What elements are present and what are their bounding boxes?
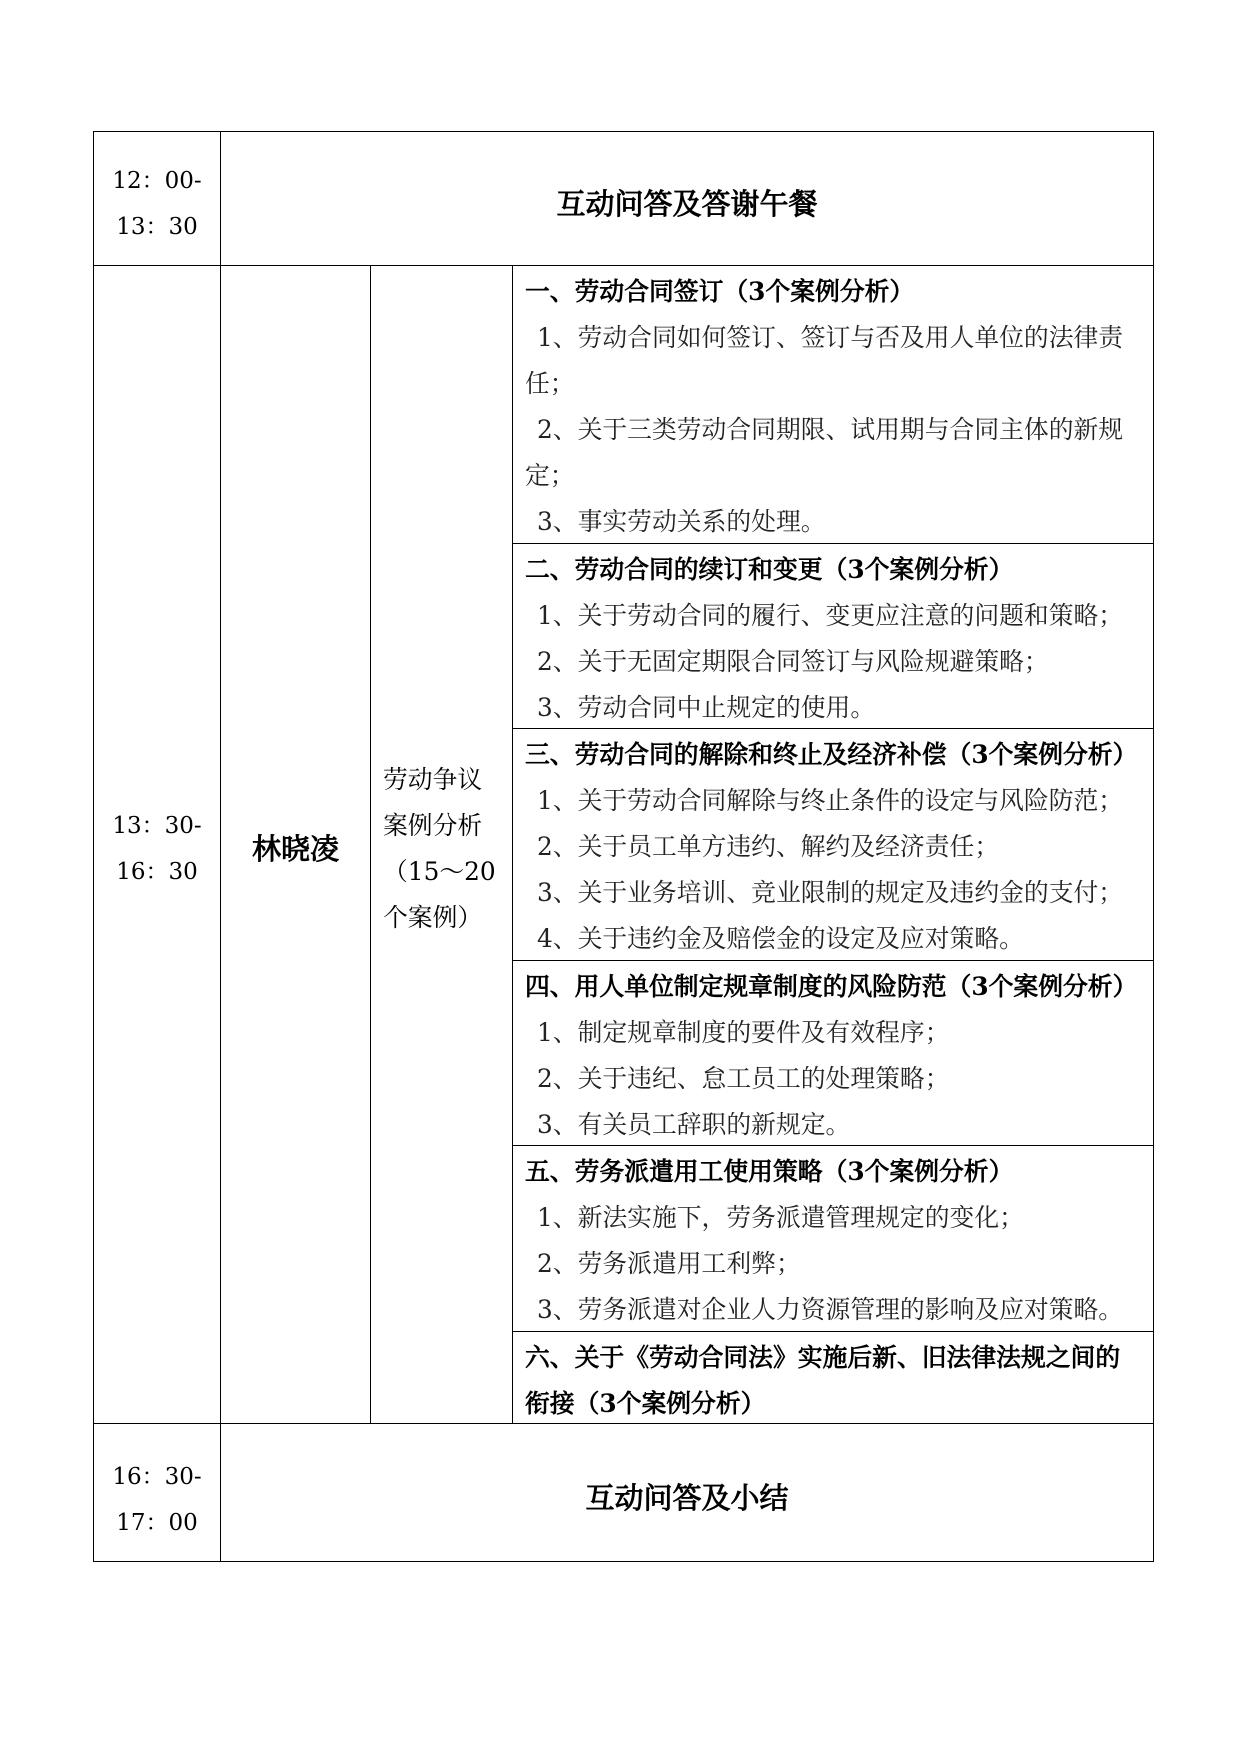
section-heading: 二、劳动合同的续订和变更（3个案例分析） [525, 555, 1014, 584]
section-cell-3 [513, 729, 1154, 961]
section-item: 1、新法实施下，劳务派遣管理规定的变化； [537, 1203, 1024, 1232]
section-item: 2、关于员工单方违约、解约及经济责任； [537, 832, 1000, 861]
topic-line: （15～20 [383, 857, 496, 886]
section-item: 3、关于业务培训、竞业限制的规定及违约金的支付； [537, 878, 1124, 907]
section-item: 1、关于劳动合同解除与终止条件的设定与风险防范； [537, 786, 1124, 815]
topic-line: 个案例） [383, 903, 483, 932]
section-item: 3、劳务派遣对企业人力资源管理的影响及应对策略。 [537, 1295, 1124, 1324]
section-heading: 六、关于《劳动合同法》实施后新、旧法律法规之间的衔接（3个案例分析） [525, 1343, 1121, 1418]
topic-line: 案例分析 [383, 811, 483, 840]
lunch-time-start: 12：00- [112, 167, 202, 194]
lunch-time-end: 13：30 [116, 213, 198, 240]
section-item: 3、有关员工辞职的新规定。 [537, 1110, 851, 1139]
section-heading: 五、劳务派遣用工使用策略（3个案例分析） [525, 1157, 1014, 1186]
section-item: 1、劳动合同如何签订、签订与否及用人单位的法律责任； [525, 323, 1124, 398]
section-item: 2、关于无固定期限合同签订与风险规避策略； [537, 647, 1049, 676]
section-heading: 一、劳动合同签订（3个案例分析） [525, 277, 915, 306]
section-cell-6 [513, 1332, 1154, 1424]
closing-time-cell [94, 1424, 221, 1562]
section-heading: 四、用人单位制定规章制度的风险防范（3个案例分析） [525, 972, 1138, 1001]
section-cell-5 [513, 1146, 1154, 1332]
schedule-table [93, 131, 1154, 1562]
session-time-end: 16：30 [116, 859, 198, 885]
closing-title: 互动问答及小结 [221, 1424, 1154, 1562]
section-item: 4、关于违约金及赔偿金的设定及应对策略。 [537, 924, 1024, 953]
section-item: 1、制定规章制度的要件及有效程序； [537, 1018, 950, 1047]
section-item: 3、劳动合同中止规定的使用。 [537, 693, 876, 722]
section-cell-1 [513, 266, 1154, 544]
speaker-name: 林晓凌 [221, 266, 371, 1424]
lunch-time-cell [94, 132, 221, 266]
session-time-start: 13：30- [112, 813, 202, 839]
topic-line: 劳动争议 [383, 765, 483, 794]
closing-time-end: 17：00 [116, 1509, 198, 1536]
section-item: 3、事实劳动关系的处理。 [537, 507, 826, 536]
section-item: 2、劳务派遣用工利弊； [537, 1249, 801, 1278]
section-item: 2、关于违纪、怠工员工的处理策略； [537, 1064, 950, 1093]
lunch-title: 互动问答及答谢午餐 [221, 132, 1154, 266]
section-cell-4 [513, 961, 1154, 1146]
topic-cell [371, 266, 513, 1424]
section-item: 2、关于三类劳动合同期限、试用期与合同主体的新规定； [525, 415, 1124, 490]
section-heading: 三、劳动合同的解除和终止及经济补偿（3个案例分析） [525, 740, 1138, 769]
session-time-cell [94, 266, 221, 1424]
closing-time-start: 16：30- [112, 1463, 202, 1490]
section-item: 1、关于劳动合同的履行、变更应注意的问题和策略； [537, 601, 1124, 630]
section-cell-2 [513, 544, 1154, 729]
